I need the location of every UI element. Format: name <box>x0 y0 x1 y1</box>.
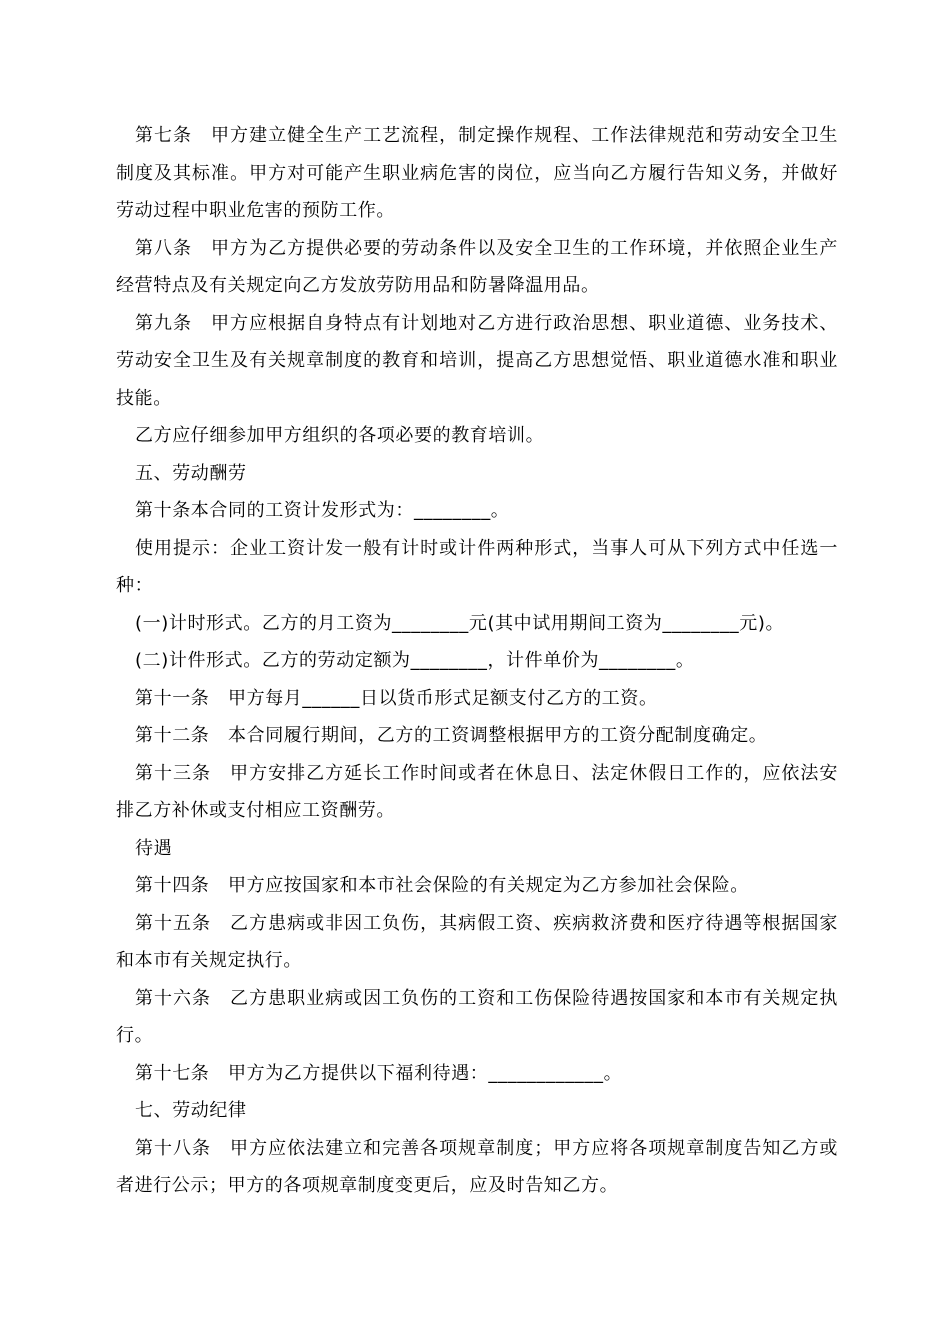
article-15: 第十五条 乙方患病或非因工负伤，其病假工资、疾病救济费和医疗待遇等根据国家和本市有关规定执行。 <box>116 912 838 971</box>
article-12: 第十二条 本合同履行期间，乙方的工资调整根据甲方的工资分配制度确定。 <box>135 725 768 746</box>
article-11: 第十一条 甲方每月______日以货币形式足额支付乙方的工资。 <box>135 687 658 709</box>
article-17: 第十七条 甲方为乙方提供以下福利待遇：____________。 <box>135 1062 623 1084</box>
section-heading-benefits: 待遇 <box>135 837 173 859</box>
article-9-note: 乙方应仔细参加甲方组织的各项必要的教育培训。 <box>135 425 545 446</box>
article-7: 第七条 甲方建立健全生产工艺流程，制定操作规程、工作法律规范和劳动安全卫生制度及其标准。甲方对可能产生职业病危害的岗位，应当向乙方履行告知义务，并做好劳动过程中职业危害的预防工作。 <box>116 125 838 221</box>
section-heading-remuneration: 五、劳动酬劳 <box>135 462 247 484</box>
article-8: 第八条 甲方为乙方提供必要的劳动条件以及安全卫生的工作环境，并依照企业生产经营特点及有关规定向乙方发放劳防用品和防暑降温用品。 <box>116 237 838 296</box>
section-heading-discipline: 七、劳动纪律 <box>135 1100 247 1121</box>
piece-based-option: (二)计件形式。乙方的劳动定额为________，计件单价为________。 <box>135 650 695 671</box>
article-9: 第九条 甲方应根据自身特点有计划地对乙方进行政治思想、职业道德、业务技术、劳动安全卫生及有关规章制度的教育和培训，提高乙方思想觉悟、职业道德水准和职业技能。 <box>116 312 838 409</box>
usage-tip: 使用提示：企业工资计发一般有计时或计件两种形式，当事人可从下列方式中任选一种： <box>116 537 838 596</box>
article-14: 第十四条 甲方应按国家和本市社会保险的有关规定为乙方参加社会保险。 <box>135 875 749 896</box>
document-body <box>116 117 838 1205</box>
article-16: 第十六条 乙方患职业病或因工负伤的工资和工伤保险待遇按国家和本市有关规定执行。 <box>116 987 838 1046</box>
article-13: 第十三条 甲方安排乙方延长工作时间或者在休息日、法定休假日工作的，应依法安排乙方补休或支付相应工资酬劳。 <box>116 762 838 821</box>
time-based-option: (一)计时形式。乙方的月工资为________元(其中试用期间工资为________元)。 <box>135 612 785 634</box>
article-18: 第十八条 甲方应依法建立和完善各项规章制度；甲方应将各项规章制度告知乙方或者进行公示；甲方的各项规章制度变更后，应及时告知乙方。 <box>116 1137 838 1196</box>
article-10: 第十条本合同的工资计发形式为：________。 <box>135 500 510 521</box>
